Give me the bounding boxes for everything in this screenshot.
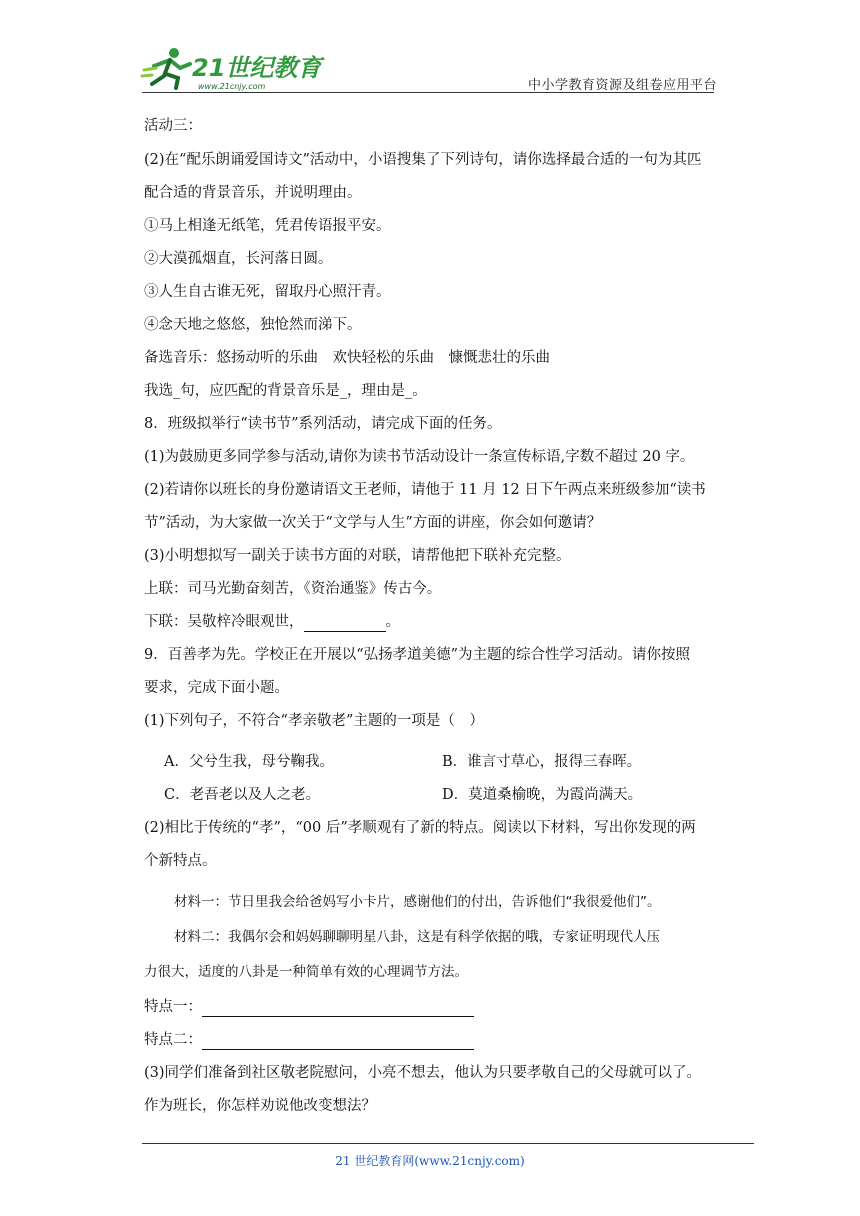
header-divider	[142, 92, 714, 93]
q9-3-line2: 作为班长，你怎样劝说他改变想法？	[144, 1098, 376, 1114]
couplet-blank[interactable]	[304, 617, 386, 632]
answer-template: 我选_句，应匹配的背景音乐是_，理由是_。	[144, 383, 427, 399]
q9-heading-line1: 9．百善孝为先。学校正在开展以“弘扬孝道美德”为主题的综合性学习活动。请你按照	[144, 647, 691, 663]
logo-url: www.21cnjy.com	[198, 82, 266, 91]
poem-line-2: ②大漠孤烟直，长河落日圆。	[144, 251, 333, 267]
q8-3: (3)小明想拟写一副关于读书方面的对联，请帮他把下联补充完整。	[144, 548, 571, 564]
option-a[interactable]: A．父兮生我，母兮鞠我。	[164, 754, 334, 770]
q9-1-prompt: (1)下列句子，不符合“孝亲敬老”主题的一项是（ ）	[144, 713, 484, 729]
option-d[interactable]: D．莫道桑榆晚，为霞尚满天。	[442, 787, 643, 803]
poem-line-1: ①马上相逢无纸笔，凭君传语报平安。	[144, 218, 391, 234]
feature-two-label: 特点二：	[144, 1032, 202, 1048]
q7-2-prompt-line2: 配合适的背景音乐，并说明理由。	[144, 185, 362, 201]
site-logo[interactable]	[140, 44, 340, 92]
feature-one-blank[interactable]	[202, 1002, 474, 1017]
q9-heading-line2: 要求，完成下面小题。	[144, 680, 289, 696]
option-c[interactable]: C．老吾老以及人之老。	[164, 787, 321, 803]
footer-divider	[142, 1143, 754, 1144]
logo-text: 21世纪教育	[192, 54, 322, 82]
q9-2-line1: (2)相比于传统的“孝”，“00 后”孝顺观有了新的特点。阅读以下材料，写出你发现的两	[144, 820, 696, 836]
material-two-line2: 力很大，适度的八卦是一种简单有效的心理调节方法。	[144, 964, 468, 980]
material-one: 材料一：节日里我会给爸妈写小卡片，感谢他们的付出，告诉他们“我很爱他们”。	[174, 894, 661, 910]
poem-line-4: ④念天地之悠悠，独怆然而涕下。	[144, 317, 362, 333]
couplet-lower	[144, 612, 400, 632]
material-two-line1: 材料二：我偶尔会和妈妈聊聊明星八卦，这是有科学依据的哦，专家证明现代人压	[174, 929, 660, 945]
couplet-end: 。	[385, 614, 400, 630]
feature-two	[144, 1030, 474, 1050]
activity-three-heading: 活动三：	[144, 118, 202, 134]
feature-one-label: 特点一：	[144, 999, 202, 1015]
option-b[interactable]: B．谁言寸草心，报得三春晖。	[442, 754, 642, 770]
platform-name: 中小学教育资源及组卷应用平台	[528, 78, 718, 93]
q9-3-line1: (3)同学们准备到社区敬老院慰问，小亮不想去，他认为只要孝敬自己的父母就可以了。	[144, 1065, 702, 1081]
feature-one	[144, 997, 474, 1017]
feature-two-blank[interactable]	[202, 1035, 474, 1050]
q9-2-line2: 个新特点。	[144, 853, 217, 869]
footer-link[interactable]: 21 世纪教育网(www.21cnjy.com)	[335, 1154, 525, 1168]
runner-icon	[142, 48, 190, 88]
couplet-lower-text: 下联：吴敬梓冷眼观世，	[144, 614, 304, 630]
q8-2-line2: 节”活动，为大家做一次关于“文学与人生”方面的讲座，你会如何邀请？	[144, 515, 602, 531]
q7-2-prompt-line1: (2)在“配乐朗诵爱国诗文”活动中，小语搜集了下列诗句，请你选择最合适的一句为其匹	[144, 152, 702, 168]
music-options: 备选音乐：悠扬动听的乐曲 欢快轻松的乐曲 慷慨悲壮的乐曲	[144, 350, 550, 366]
couplet-upper: 上联：司马光勤奋刻苦，《资治通鉴》传古今。	[144, 581, 442, 597]
q8-2-line1: (2)若请你以班长的身份邀请语文王老师，请他于 11 月 12 日下午两点来班级参加“读书	[144, 482, 706, 498]
q8-1: (1)为鼓励更多同学参与活动,请你为读书节活动设计一条宣传标语,字数不超过 20 字。	[144, 449, 695, 465]
poem-line-3: ③人生自古谁无死，留取丹心照汗青。	[144, 284, 391, 300]
q8-heading: 8．班级拟举行“读书节”系列活动，请完成下面的任务。	[144, 416, 502, 432]
